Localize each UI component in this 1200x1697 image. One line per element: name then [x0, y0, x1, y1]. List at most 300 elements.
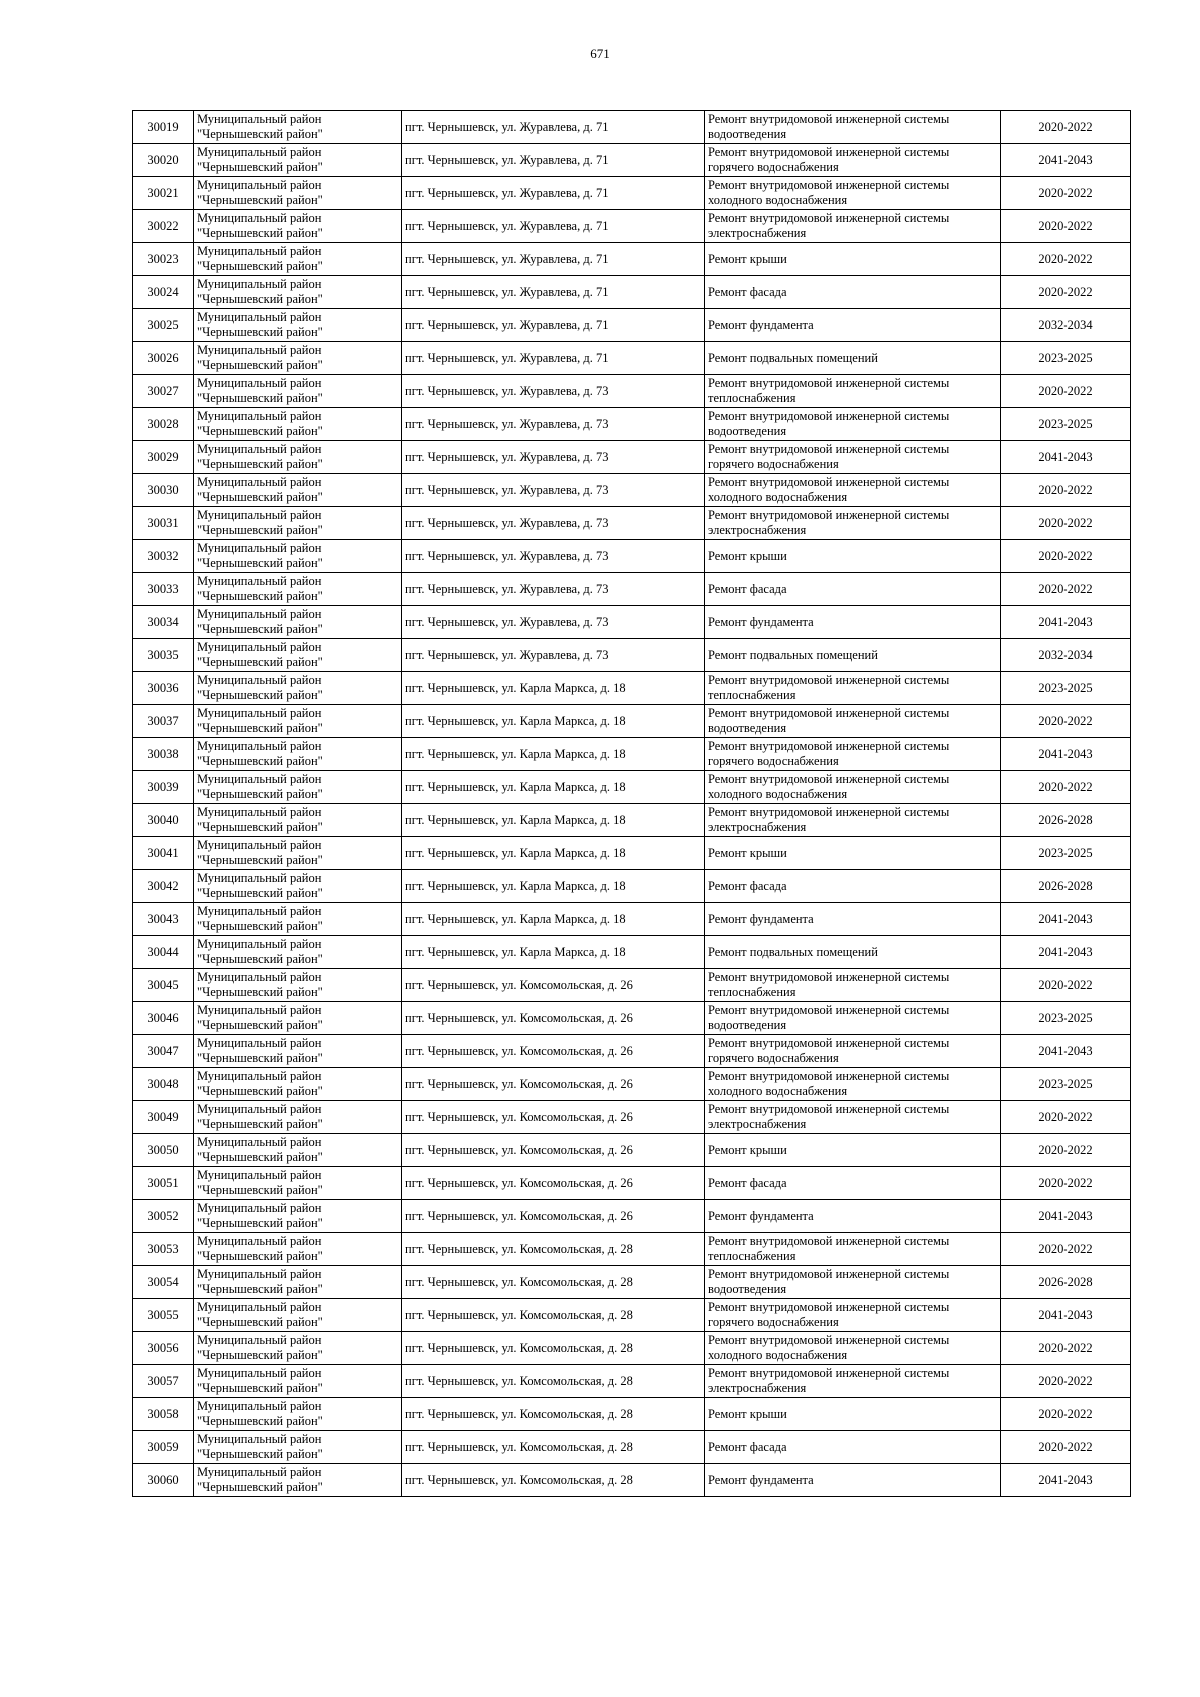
work-type-line: Ремонт фундамента: [708, 911, 814, 926]
address-text: пгт. Чернышевск, ул. Карла Маркса, д. 18: [405, 680, 626, 695]
work-type-cell: [705, 474, 1001, 507]
municipality-line: Муниципальный район: [197, 475, 322, 489]
period-text: 2020-2022: [1038, 515, 1093, 530]
municipality-cell: [194, 1266, 402, 1299]
municipality-line: Муниципальный район: [197, 442, 322, 456]
work-type-cell: [705, 1101, 1001, 1134]
municipality-line: Муниципальный район: [197, 838, 322, 852]
work-type-line: горячего водоснабжения: [708, 1315, 839, 1329]
period-text: 2026-2028: [1038, 812, 1093, 827]
row-number: 30040: [147, 812, 179, 827]
work-type-line: Ремонт крыши: [708, 548, 787, 563]
work-type-cell: [705, 177, 1001, 210]
work-type-cell: [705, 1134, 1001, 1167]
table-row: [133, 738, 1131, 771]
work-type-line: Ремонт внутридомовой инженерной системы: [708, 706, 950, 720]
work-type-cell: [705, 1332, 1001, 1365]
period-cell: [1001, 1035, 1131, 1068]
table-row: [133, 276, 1131, 309]
municipality-line: Муниципальный район: [197, 970, 322, 984]
row-number-cell: [133, 738, 194, 771]
municipality-cell: [194, 210, 402, 243]
row-number: 30024: [147, 284, 179, 299]
work-type-cell: [705, 936, 1001, 969]
address-text: пгт. Чернышевск, ул. Комсомольская, д. 28: [405, 1340, 633, 1355]
address-cell: [402, 1464, 705, 1497]
period-text: 2020-2022: [1038, 1142, 1093, 1157]
municipality-line: "Чернышевский район": [197, 985, 323, 999]
municipality-line: "Чернышевский район": [197, 391, 323, 405]
address-cell: [402, 408, 705, 441]
address-text: пгт. Чернышевск, ул. Журавлева, д. 71: [405, 317, 609, 332]
table-row: [133, 573, 1131, 606]
work-type-line: Ремонт крыши: [708, 845, 787, 860]
work-type-cell: [705, 408, 1001, 441]
period-cell: [1001, 474, 1131, 507]
row-number: 30056: [147, 1340, 179, 1355]
work-type-line: Ремонт внутридомовой инженерной системы: [708, 1300, 950, 1314]
period-cell: [1001, 1431, 1131, 1464]
municipality-line: "Чернышевский район": [197, 1183, 323, 1197]
row-number: 30030: [147, 482, 179, 497]
address-text: пгт. Чернышевск, ул. Журавлева, д. 71: [405, 284, 609, 299]
address-text: пгт. Чернышевск, ул. Журавлева, д. 73: [405, 449, 609, 464]
address-text: пгт. Чернышевск, ул. Карла Маркса, д. 18: [405, 911, 626, 926]
period-cell: [1001, 1002, 1131, 1035]
address-text: пгт. Чернышевск, ул. Журавлева, д. 73: [405, 482, 609, 497]
municipality-line: Муниципальный район: [197, 1135, 322, 1149]
municipality-line: Муниципальный район: [197, 574, 322, 588]
municipality-line: "Чернышевский район": [197, 259, 323, 273]
table-row: [133, 1134, 1131, 1167]
table-row: [133, 1068, 1131, 1101]
table-row: [133, 309, 1131, 342]
address-cell: [402, 1002, 705, 1035]
municipality-line: Муниципальный район: [197, 244, 322, 258]
row-number-cell: [133, 177, 194, 210]
municipality-cell: [194, 606, 402, 639]
address-cell: [402, 111, 705, 144]
address-text: пгт. Чернышевск, ул. Журавлева, д. 73: [405, 647, 609, 662]
period-cell: [1001, 243, 1131, 276]
municipality-line: "Чернышевский район": [197, 127, 323, 141]
municipality-line: "Чернышевский район": [197, 556, 323, 570]
work-type-line: Ремонт подвальных помещений: [708, 350, 878, 365]
table-row: [133, 705, 1131, 738]
table-row: [133, 1431, 1131, 1464]
address-cell: [402, 243, 705, 276]
work-type-cell: [705, 1068, 1001, 1101]
table-row: [133, 408, 1131, 441]
work-type-line: Ремонт внутридомовой инженерной системы: [708, 970, 950, 984]
row-number: 30033: [147, 581, 179, 596]
municipality-line: Муниципальный район: [197, 805, 322, 819]
municipality-line: "Чернышевский район": [197, 886, 323, 900]
municipality-cell: [194, 1134, 402, 1167]
address-cell: [402, 1332, 705, 1365]
municipality-line: "Чернышевский район": [197, 820, 323, 834]
period-text: 2041-2043: [1038, 1043, 1093, 1058]
municipality-cell: [194, 309, 402, 342]
municipality-line: "Чернышевский район": [197, 1447, 323, 1461]
work-type-line: Ремонт внутридомовой инженерной системы: [708, 376, 950, 390]
municipality-cell: [194, 738, 402, 771]
work-type-cell: [705, 1167, 1001, 1200]
work-type-line: Ремонт внутридомовой инженерной системы: [708, 112, 950, 126]
work-type-cell: [705, 1398, 1001, 1431]
work-type-line: Ремонт фасада: [708, 1175, 787, 1190]
work-type-cell: [705, 441, 1001, 474]
work-type-line: Ремонт внутридомовой инженерной системы: [708, 475, 950, 489]
work-type-line: теплоснабжения: [708, 985, 796, 999]
table-row: [133, 639, 1131, 672]
row-number-cell: [133, 705, 194, 738]
municipality-cell: [194, 1101, 402, 1134]
work-type-cell: [705, 276, 1001, 309]
table-row: [133, 1167, 1131, 1200]
municipality-line: Муниципальный район: [197, 1168, 322, 1182]
row-number: 30048: [147, 1076, 179, 1091]
row-number: 30038: [147, 746, 179, 761]
municipality-cell: [194, 342, 402, 375]
work-type-line: Ремонт внутридомовой инженерной системы: [708, 211, 950, 225]
work-type-line: Ремонт внутридомовой инженерной системы: [708, 772, 950, 786]
municipality-line: Муниципальный район: [197, 211, 322, 225]
work-type-line: холодного водоснабжения: [708, 787, 848, 801]
work-type-line: Ремонт внутридомовой инженерной системы: [708, 673, 950, 687]
period-cell: [1001, 111, 1131, 144]
work-type-cell: [705, 573, 1001, 606]
municipality-cell: [194, 243, 402, 276]
municipality-line: "Чернышевский район": [197, 226, 323, 240]
table-row: [133, 1035, 1131, 1068]
row-number-cell: [133, 1332, 194, 1365]
repair-schedule-table: [132, 110, 1131, 1497]
address-text: пгт. Чернышевск, ул. Комсомольская, д. 26: [405, 1076, 633, 1091]
row-number-cell: [133, 870, 194, 903]
period-text: 2020-2022: [1038, 1241, 1093, 1256]
period-cell: [1001, 1233, 1131, 1266]
table-row: [133, 903, 1131, 936]
row-number: 30025: [147, 317, 179, 332]
municipality-cell: [194, 804, 402, 837]
work-type-cell: [705, 243, 1001, 276]
address-text: пгт. Чернышевск, ул. Карла Маркса, д. 18: [405, 944, 626, 959]
municipality-cell: [194, 375, 402, 408]
row-number-cell: [133, 573, 194, 606]
municipality-line: Муниципальный район: [197, 343, 322, 357]
work-type-line: водоотведения: [708, 721, 787, 735]
municipality-line: Муниципальный район: [197, 277, 322, 291]
row-number-cell: [133, 1266, 194, 1299]
period-cell: [1001, 342, 1131, 375]
row-number-cell: [133, 1464, 194, 1497]
address-cell: [402, 903, 705, 936]
work-type-line: Ремонт крыши: [708, 1406, 787, 1421]
work-type-cell: [705, 903, 1001, 936]
address-text: пгт. Чернышевск, ул. Комсомольская, д. 28: [405, 1274, 633, 1289]
period-text: 2023-2025: [1038, 416, 1093, 431]
address-cell: [402, 1134, 705, 1167]
period-text: 2026-2028: [1038, 878, 1093, 893]
row-number-cell: [133, 408, 194, 441]
work-type-line: Ремонт внутридомовой инженерной системы: [708, 442, 950, 456]
work-type-line: холодного водоснабжения: [708, 1084, 848, 1098]
municipality-line: "Чернышевский район": [197, 1315, 323, 1329]
work-type-line: электроснабжения: [708, 1381, 807, 1395]
period-cell: [1001, 738, 1131, 771]
municipality-line: "Чернышевский район": [197, 457, 323, 471]
address-text: пгт. Чернышевск, ул. Журавлева, д. 71: [405, 218, 609, 233]
work-type-cell: [705, 870, 1001, 903]
municipality-line: Муниципальный район: [197, 1333, 322, 1347]
municipality-line: Муниципальный район: [197, 541, 322, 555]
period-text: 2020-2022: [1038, 251, 1093, 266]
municipality-line: Муниципальный район: [197, 376, 322, 390]
work-type-line: Ремонт фундамента: [708, 1472, 814, 1487]
municipality-line: "Чернышевский район": [197, 1150, 323, 1164]
address-cell: [402, 738, 705, 771]
address-cell: [402, 210, 705, 243]
address-cell: [402, 342, 705, 375]
table-row: [133, 1101, 1131, 1134]
work-type-line: Ремонт фасада: [708, 284, 787, 299]
municipality-line: "Чернышевский район": [197, 754, 323, 768]
address-text: пгт. Чернышевск, ул. Карла Маркса, д. 18: [405, 878, 626, 893]
address-cell: [402, 804, 705, 837]
row-number-cell: [133, 111, 194, 144]
work-type-cell: [705, 111, 1001, 144]
period-cell: [1001, 1464, 1131, 1497]
row-number: 30053: [147, 1241, 179, 1256]
address-text: пгт. Чернышевск, ул. Журавлева, д. 71: [405, 152, 609, 167]
period-text: 2020-2022: [1038, 383, 1093, 398]
municipality-cell: [194, 672, 402, 705]
period-cell: [1001, 507, 1131, 540]
municipality-line: "Чернышевский район": [197, 622, 323, 636]
work-type-cell: [705, 837, 1001, 870]
work-type-line: Ремонт внутридомовой инженерной системы: [708, 1267, 950, 1281]
municipality-cell: [194, 936, 402, 969]
period-text: 2041-2043: [1038, 944, 1093, 959]
address-cell: [402, 1431, 705, 1464]
row-number-cell: [133, 375, 194, 408]
table-row: [133, 1002, 1131, 1035]
address-text: пгт. Чернышевск, ул. Карла Маркса, д. 18: [405, 713, 626, 728]
work-type-line: Ремонт фундамента: [708, 317, 814, 332]
period-cell: [1001, 276, 1131, 309]
period-cell: [1001, 1299, 1131, 1332]
row-number-cell: [133, 903, 194, 936]
municipality-line: "Чернышевский район": [197, 193, 323, 207]
address-text: пгт. Чернышевск, ул. Карла Маркса, д. 18: [405, 746, 626, 761]
address-cell: [402, 309, 705, 342]
municipality-line: "Чернышевский район": [197, 589, 323, 603]
municipality-line: Муниципальный район: [197, 1432, 322, 1446]
work-type-line: электроснабжения: [708, 1117, 807, 1131]
row-number-cell: [133, 1431, 194, 1464]
municipality-line: "Чернышевский район": [197, 490, 323, 504]
municipality-cell: [194, 177, 402, 210]
municipality-line: "Чернышевский район": [197, 655, 323, 669]
period-cell: [1001, 969, 1131, 1002]
period-text: 2020-2022: [1038, 1406, 1093, 1421]
row-number-cell: [133, 474, 194, 507]
table-row: [133, 474, 1131, 507]
municipality-cell: [194, 1035, 402, 1068]
municipality-cell: [194, 705, 402, 738]
address-cell: [402, 705, 705, 738]
work-type-cell: [705, 1002, 1001, 1035]
row-number-cell: [133, 1200, 194, 1233]
address-cell: [402, 1233, 705, 1266]
period-cell: [1001, 375, 1131, 408]
address-text: пгт. Чернышевск, ул. Карла Маркса, д. 18: [405, 812, 626, 827]
municipality-line: Муниципальный район: [197, 1102, 322, 1116]
period-text: 2020-2022: [1038, 218, 1093, 233]
row-number: 30029: [147, 449, 179, 464]
municipality-cell: [194, 1233, 402, 1266]
municipality-cell: [194, 1068, 402, 1101]
table-row: [133, 243, 1131, 276]
period-cell: [1001, 1200, 1131, 1233]
municipality-cell: [194, 639, 402, 672]
municipality-line: "Чернышевский район": [197, 160, 323, 174]
work-type-cell: [705, 342, 1001, 375]
address-text: пгт. Чернышевск, ул. Журавлева, д. 73: [405, 581, 609, 596]
work-type-cell: [705, 1365, 1001, 1398]
work-type-line: Ремонт внутридомовой инженерной системы: [708, 1003, 950, 1017]
address-cell: [402, 1200, 705, 1233]
work-type-line: Ремонт внутридомовой инженерной системы: [708, 1366, 950, 1380]
period-cell: [1001, 1134, 1131, 1167]
table-row: [133, 210, 1131, 243]
address-text: пгт. Чернышевск, ул. Комсомольская, д. 28: [405, 1241, 633, 1256]
row-number-cell: [133, 804, 194, 837]
address-cell: [402, 771, 705, 804]
period-cell: [1001, 1365, 1131, 1398]
municipality-cell: [194, 903, 402, 936]
address-cell: [402, 573, 705, 606]
row-number: 30046: [147, 1010, 179, 1025]
table-row: [133, 1200, 1131, 1233]
period-text: 2020-2022: [1038, 1373, 1093, 1388]
municipality-cell: [194, 474, 402, 507]
work-type-line: Ремонт фундамента: [708, 614, 814, 629]
table-row: [133, 771, 1131, 804]
row-number-cell: [133, 342, 194, 375]
municipality-line: Муниципальный район: [197, 1234, 322, 1248]
table-row: [133, 804, 1131, 837]
work-type-cell: [705, 1200, 1001, 1233]
row-number-cell: [133, 606, 194, 639]
municipality-cell: [194, 507, 402, 540]
period-text: 2020-2022: [1038, 548, 1093, 563]
period-cell: [1001, 639, 1131, 672]
municipality-line: "Чернышевский район": [197, 1348, 323, 1362]
row-number: 30021: [147, 185, 179, 200]
period-cell: [1001, 540, 1131, 573]
address-text: пгт. Чернышевск, ул. Комсомольская, д. 28: [405, 1373, 633, 1388]
address-cell: [402, 1365, 705, 1398]
period-text: 2020-2022: [1038, 119, 1093, 134]
period-cell: [1001, 1398, 1131, 1431]
municipality-line: "Чернышевский район": [197, 787, 323, 801]
address-cell: [402, 1398, 705, 1431]
address-text: пгт. Чернышевск, ул. Журавлева, д. 71: [405, 119, 609, 134]
address-cell: [402, 606, 705, 639]
work-type-cell: [705, 1464, 1001, 1497]
period-text: 2032-2034: [1038, 647, 1093, 662]
address-text: пгт. Чернышевск, ул. Комсомольская, д. 26: [405, 1109, 633, 1124]
address-text: пгт. Чернышевск, ул. Журавлева, д. 71: [405, 350, 609, 365]
municipality-cell: [194, 1431, 402, 1464]
municipality-line: "Чернышевский район": [197, 1414, 323, 1428]
period-text: 2020-2022: [1038, 977, 1093, 992]
municipality-line: "Чернышевский район": [197, 1282, 323, 1296]
work-type-cell: [705, 507, 1001, 540]
table-row: [133, 1365, 1131, 1398]
municipality-line: Муниципальный район: [197, 871, 322, 885]
row-number: 30057: [147, 1373, 179, 1388]
period-cell: [1001, 1167, 1131, 1200]
municipality-line: Муниципальный район: [197, 607, 322, 621]
period-text: 2020-2022: [1038, 482, 1093, 497]
period-text: 2020-2022: [1038, 1340, 1093, 1355]
row-number: 30051: [147, 1175, 179, 1190]
row-number: 30044: [147, 944, 179, 959]
municipality-line: Муниципальный район: [197, 178, 322, 192]
work-type-line: горячего водоснабжения: [708, 754, 839, 768]
period-text: 2020-2022: [1038, 1439, 1093, 1454]
municipality-line: "Чернышевский район": [197, 523, 323, 537]
table-row: [133, 342, 1131, 375]
row-number-cell: [133, 771, 194, 804]
municipality-line: Муниципальный район: [197, 310, 322, 324]
work-type-line: Ремонт внутридомовой инженерной системы: [708, 1036, 950, 1050]
row-number: 30041: [147, 845, 179, 860]
work-type-cell: [705, 804, 1001, 837]
period-cell: [1001, 177, 1131, 210]
period-text: 2020-2022: [1038, 713, 1093, 728]
work-type-line: холодного водоснабжения: [708, 1348, 848, 1362]
row-number-cell: [133, 309, 194, 342]
work-type-line: холодного водоснабжения: [708, 193, 848, 207]
municipality-line: "Чернышевский район": [197, 1216, 323, 1230]
table-row: [133, 441, 1131, 474]
table-row: [133, 606, 1131, 639]
period-text: 2020-2022: [1038, 1175, 1093, 1190]
row-number-cell: [133, 1134, 194, 1167]
work-type-cell: [705, 639, 1001, 672]
row-number-cell: [133, 837, 194, 870]
address-cell: [402, 1299, 705, 1332]
address-text: пгт. Чернышевск, ул. Журавлева, д. 73: [405, 548, 609, 563]
row-number-cell: [133, 1035, 194, 1068]
table-row: [133, 1332, 1131, 1365]
row-number-cell: [133, 1299, 194, 1332]
address-text: пгт. Чернышевск, ул. Журавлева, д. 73: [405, 416, 609, 431]
work-type-line: Ремонт внутридомовой инженерной системы: [708, 805, 950, 819]
row-number-cell: [133, 507, 194, 540]
row-number-cell: [133, 1167, 194, 1200]
address-text: пгт. Чернышевск, ул. Комсомольская, д. 26: [405, 1208, 633, 1223]
work-type-line: Ремонт внутридомовой инженерной системы: [708, 145, 950, 159]
row-number-cell: [133, 936, 194, 969]
municipality-line: Муниципальный район: [197, 1399, 322, 1413]
address-cell: [402, 1035, 705, 1068]
row-number-cell: [133, 1233, 194, 1266]
